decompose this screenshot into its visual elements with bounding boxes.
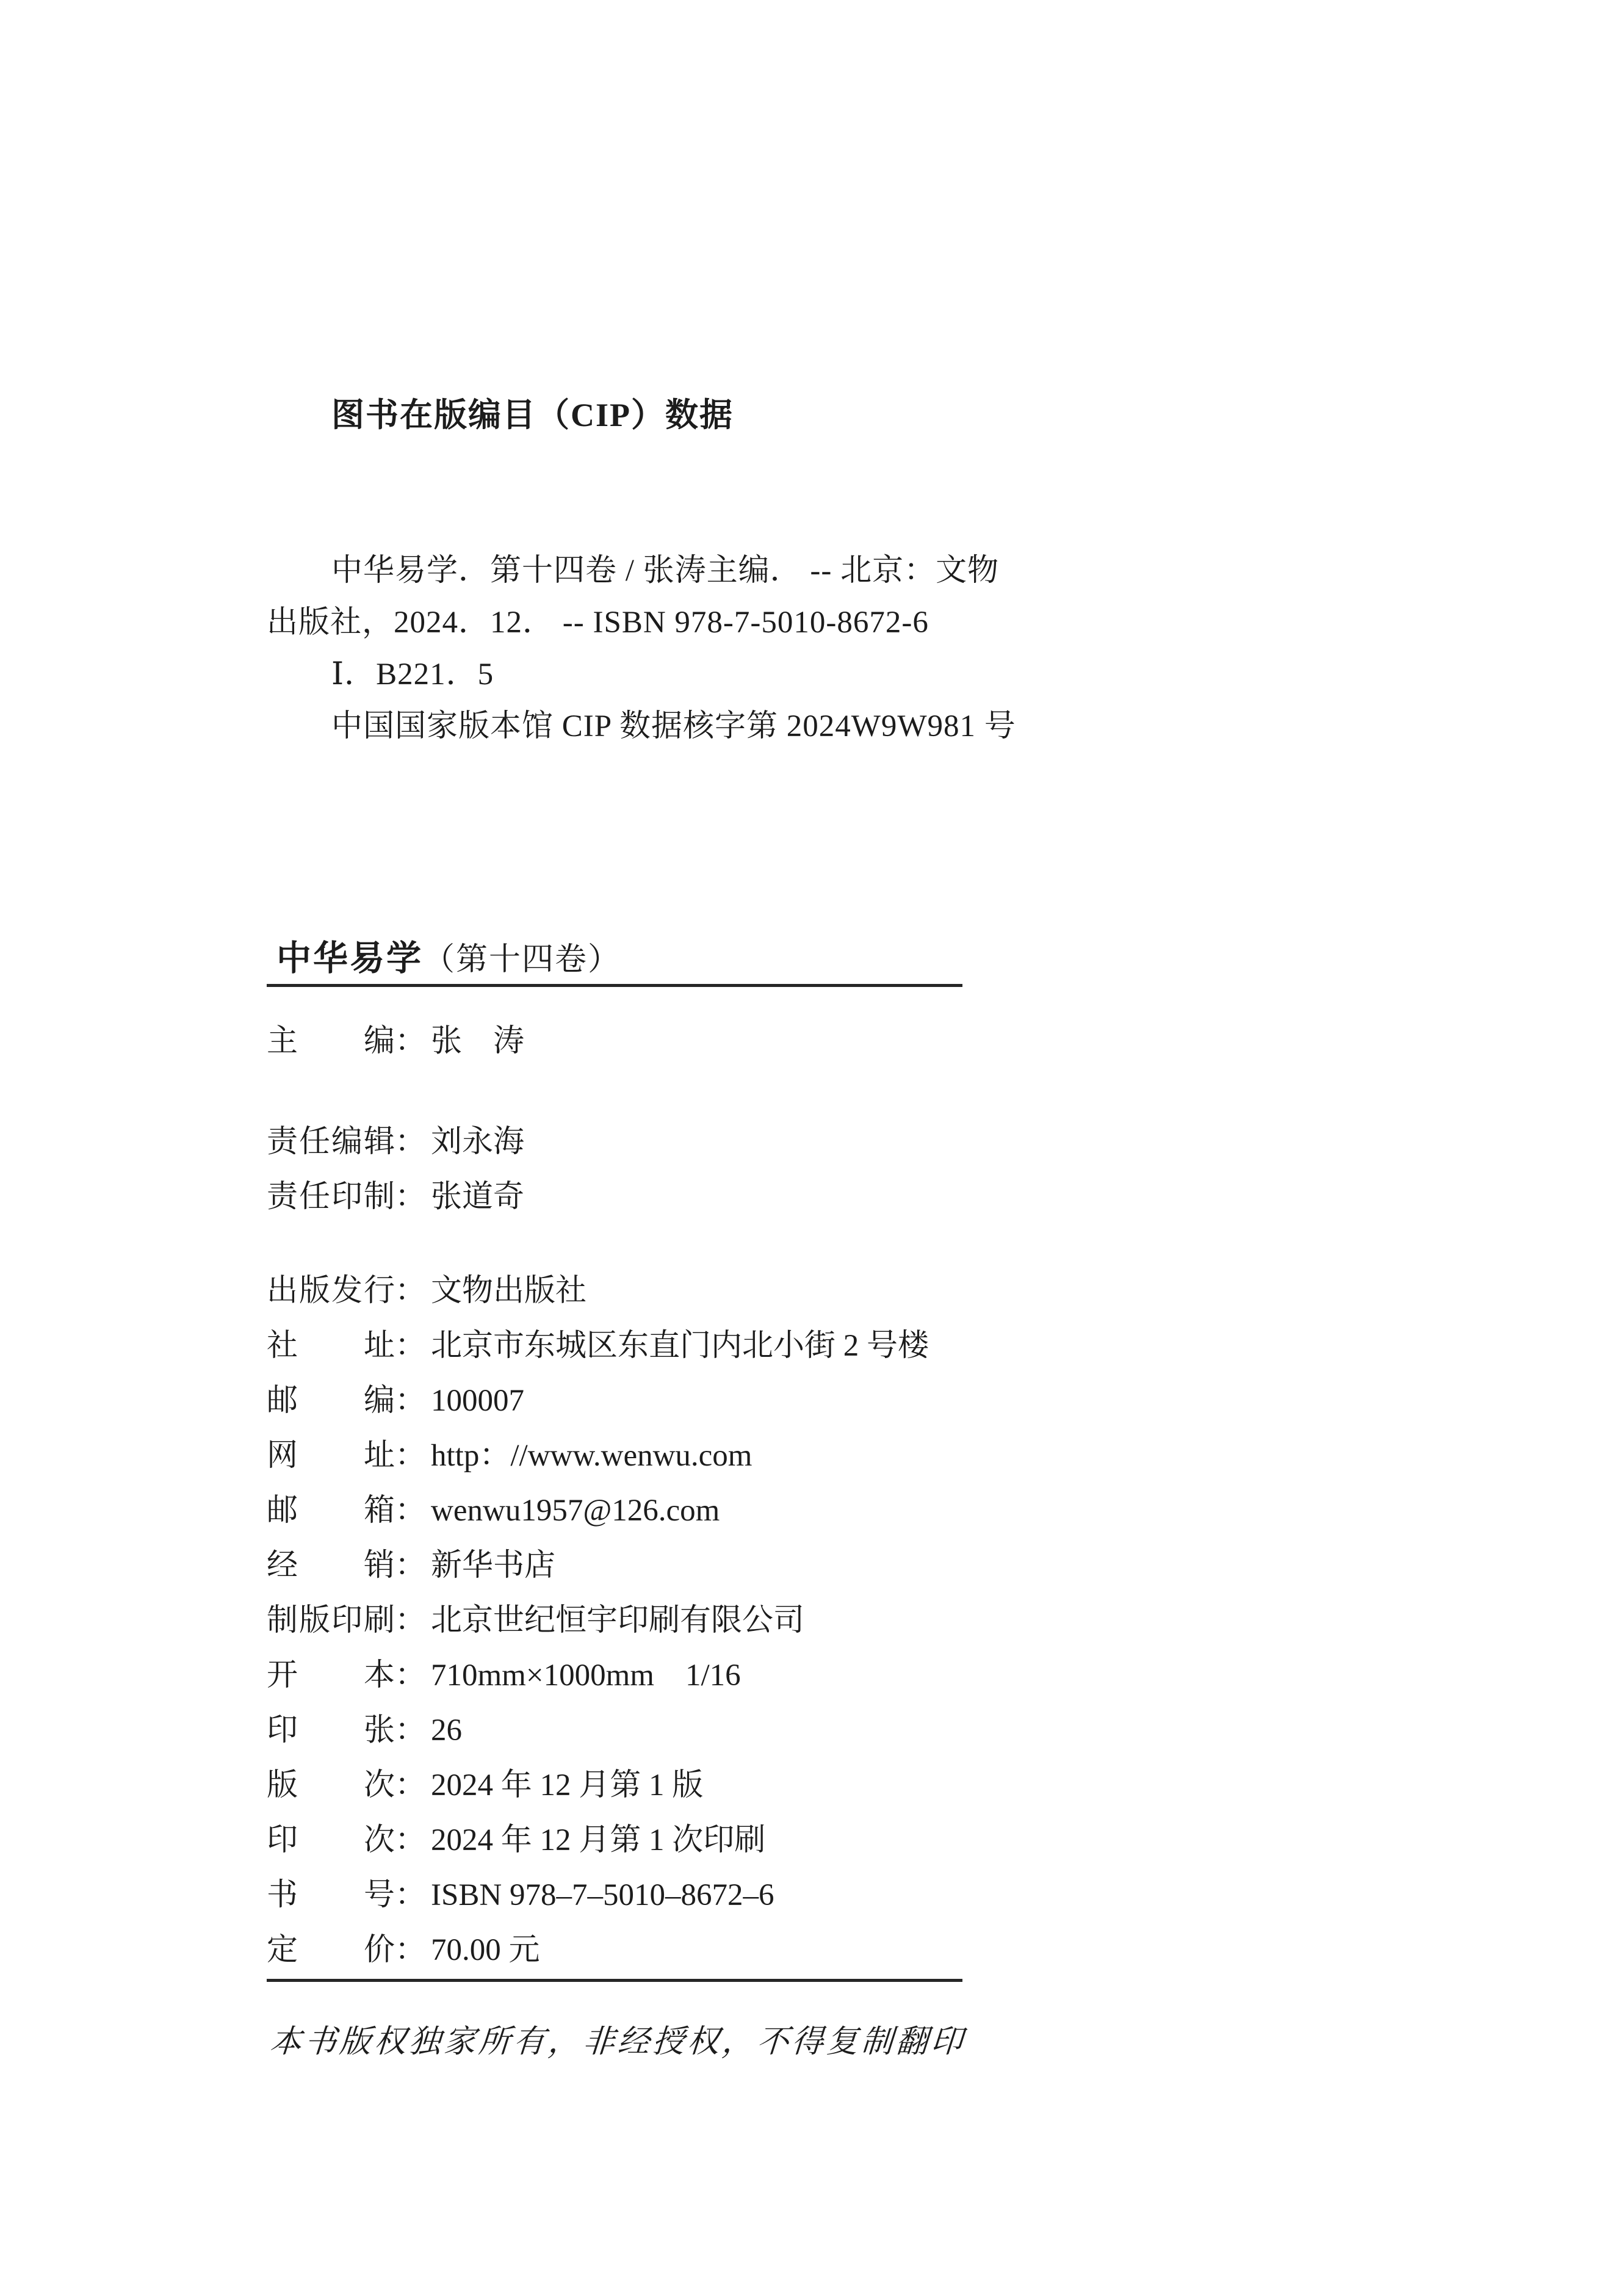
- row-label-char: 主: [267, 1024, 298, 1058]
- row-label-char: 邮: [267, 1494, 298, 1528]
- cip-line: 中国国家版本馆 CIP 数据核字第 2024W9W981 号: [331, 709, 1016, 743]
- row-colon: ：: [395, 1180, 427, 1214]
- row-label-char: 邮: [267, 1384, 298, 1418]
- info-row: [267, 1383, 524, 1419]
- row-value: 新华书店: [431, 1549, 556, 1583]
- row-colon: ：: [395, 1933, 427, 1967]
- cip-line: 中华易学．第十四卷 / 张涛主编． -- 北京：文物: [331, 554, 1000, 588]
- row-value: ISBN 978–7–5010–8672–6: [431, 1878, 774, 1912]
- row-colon: ：: [395, 1384, 427, 1418]
- row-label: [267, 1124, 395, 1160]
- row-label-char: 箱: [363, 1494, 395, 1528]
- row-value: 北京市东城区东直门内北小街 2 号楼: [431, 1329, 929, 1363]
- row-label-char: 经: [267, 1549, 298, 1583]
- copyright-notice: 本书版权独家所有，非经授权，不得复制翻印: [269, 2025, 967, 2059]
- row-label-char: 次: [363, 1823, 395, 1857]
- info-row: [267, 1767, 703, 1804]
- row-label-char: 版: [267, 1768, 298, 1802]
- row-label: [267, 1547, 395, 1584]
- row-label: [267, 1822, 395, 1859]
- row-label-char: 印: [331, 1180, 363, 1214]
- row-colon: ：: [395, 1823, 427, 1857]
- cip-lines: [267, 545, 1016, 753]
- row-value: 张道奇: [431, 1180, 525, 1214]
- row-label-char: 责: [267, 1180, 298, 1214]
- info-row: [267, 1124, 524, 1160]
- row-label-char: 刷: [363, 1603, 395, 1638]
- info-row: [267, 1023, 524, 1060]
- row-value: 2024 年 12 月第 1 版: [431, 1768, 704, 1802]
- info-row: [267, 1437, 752, 1474]
- row-label-char: 行: [363, 1274, 395, 1308]
- row-label-char: 网: [267, 1439, 298, 1473]
- row-label: [267, 1767, 395, 1804]
- info-row: [267, 1877, 774, 1914]
- info-row: [267, 1273, 586, 1309]
- row-label-char: 价: [363, 1933, 395, 1967]
- row-value: 张 涛: [431, 1024, 525, 1058]
- row-label-char: 任: [298, 1125, 330, 1159]
- row-colon: ：: [395, 1768, 427, 1802]
- row-value: 北京世纪恒宇印刷有限公司: [431, 1603, 805, 1638]
- info-row: [267, 1328, 929, 1364]
- row-label-char: 书: [267, 1878, 298, 1912]
- divider-rule-bottom: [267, 1979, 962, 1982]
- row-label-char: 印: [267, 1823, 298, 1857]
- row-label-char: 定: [267, 1933, 298, 1967]
- row-label: [267, 1179, 395, 1215]
- row-label-char: 制: [267, 1603, 298, 1638]
- row-label-char: 责: [267, 1125, 298, 1159]
- row-label-char: 任: [298, 1180, 330, 1214]
- row-label-char: 张: [363, 1713, 395, 1748]
- row-label: [267, 1383, 395, 1419]
- row-value: 26: [431, 1713, 463, 1748]
- row-label-char: 版: [298, 1274, 330, 1308]
- row-colon: ：: [395, 1878, 427, 1912]
- book-title-band: [267, 919, 621, 991]
- row-label-char: 辑: [363, 1125, 395, 1159]
- row-label-char: 制: [363, 1180, 395, 1214]
- row-label: [267, 1273, 395, 1309]
- info-row: [267, 1712, 462, 1749]
- row-value: 710mm×1000mm 1/16: [431, 1658, 741, 1693]
- book-title-volume: （第十四卷）: [423, 942, 621, 977]
- row-label: [267, 1328, 395, 1364]
- divider-rule-top: [267, 984, 962, 987]
- row-colon: ：: [395, 1549, 427, 1583]
- row-label: [267, 1657, 395, 1694]
- info-row: [267, 1657, 741, 1694]
- row-value: 100007: [431, 1384, 525, 1418]
- cip-line: 出版社，2024．12． -- ISBN 978-7-5010-8672-6: [267, 605, 929, 640]
- row-label: [267, 1602, 395, 1639]
- info-row: [267, 1932, 540, 1968]
- info-row: [267, 1822, 765, 1859]
- book-title: 中华易学: [276, 939, 423, 978]
- row-label: [267, 1492, 395, 1529]
- row-colon: ：: [395, 1274, 427, 1308]
- row-colon: ：: [395, 1024, 427, 1058]
- cip-block: [267, 286, 1016, 856]
- row-label: [267, 1932, 395, 1968]
- row-label-char: 印: [267, 1713, 298, 1748]
- row-label-char: 社: [267, 1329, 298, 1363]
- row-label-char: 销: [363, 1549, 395, 1583]
- row-value: wenwu1957@126.com: [431, 1494, 720, 1528]
- row-label: [267, 1437, 395, 1474]
- row-colon: ：: [395, 1713, 427, 1748]
- row-label-char: 本: [363, 1658, 395, 1693]
- row-label-char: 开: [267, 1658, 298, 1693]
- row-label-char: 印: [331, 1603, 363, 1638]
- row-label-char: 号: [363, 1878, 395, 1912]
- row-colon: ：: [395, 1603, 427, 1638]
- row-label-char: 编: [363, 1024, 395, 1058]
- row-label-char: 址: [363, 1329, 395, 1363]
- row-label-char: 次: [363, 1768, 395, 1802]
- row-label-char: 发: [331, 1274, 363, 1308]
- row-label-char: 址: [363, 1439, 395, 1473]
- row-value: 2024 年 12 月第 1 次印刷: [431, 1823, 766, 1857]
- row-value: 文物出版社: [431, 1274, 587, 1308]
- row-label: [267, 1877, 395, 1914]
- info-row: [267, 1547, 555, 1584]
- info-row: [267, 1179, 524, 1215]
- cip-heading: 图书在版编目（CIP）数据: [331, 397, 734, 433]
- info-row: [267, 1492, 720, 1529]
- row-label-char: 版: [298, 1603, 330, 1638]
- row-colon: ：: [395, 1329, 427, 1363]
- row-label-char: 出: [267, 1274, 298, 1308]
- row-colon: ：: [395, 1125, 427, 1159]
- row-label: [267, 1023, 395, 1060]
- row-colon: ：: [395, 1439, 427, 1473]
- cip-line: Ⅰ．B221．5: [331, 657, 494, 692]
- row-label: [267, 1712, 395, 1749]
- row-colon: ：: [395, 1494, 427, 1528]
- row-colon: ：: [395, 1658, 427, 1693]
- info-row: [267, 1602, 804, 1639]
- row-label-char: 编: [331, 1125, 363, 1159]
- row-value: 70.00 元: [431, 1933, 540, 1967]
- row-value: http：//www.wenwu.com: [431, 1439, 752, 1473]
- row-label-char: 编: [363, 1384, 395, 1418]
- row-value: 刘永海: [431, 1125, 525, 1159]
